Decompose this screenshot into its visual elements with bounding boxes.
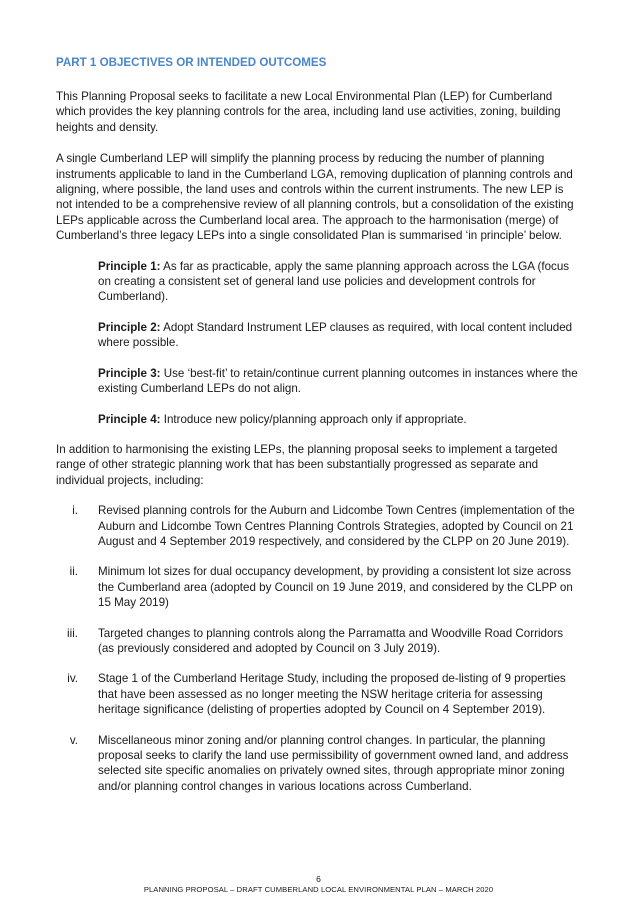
principle-text: Use ‘best-fit’ to retain/continue current planning outcomes in instances where the existing Cumberland LEPs do not align. [98,366,578,396]
principle-item [98,259,582,305]
additional-paragraph: In addition to harmonising the existing LEPs, the planning proposal seeks to implement a targeted range of other strategic planning work that has been substantially progressed as separate and individual projects, including: [56,442,558,487]
list-numeral: i. [72,504,78,518]
principle-label: Principle 4: [98,412,161,426]
list-item-text: Miscellaneous minor zoning and/or planning control changes. In particular, the planning proposal seeks to clarify the land use permissibility of government owned land, and address selected site specific anomalies on privately owned sites, through appropriate minor zoning and/or planning control changes in various locations across Cumberland. [98,733,569,793]
intro-paragraph: This Planning Proposal seeks to facilitate a new Local Environmental Plan (LEP) for Cumberland which provides the key planning controls for the area, including land use activities, zoning, building heights and density. [56,90,561,134]
principle-text: As far as practicable, apply the same planning approach across the LGA (focus on creating a consistent set of general land use policies and development controls for Cumberland). [98,259,570,304]
list-item-text: Minimum lot sizes for dual occupancy development, by providing a consistent lot size across the Cumberland area (adopted by Council on 19 June 2019, and considered by the CLPP on 15 May 2019) [98,565,573,610]
principle-text: Adopt Standard Instrument LEP clauses as required, with local content included where possible. [98,320,573,350]
principle-item [98,412,582,427]
list-item-text: Stage 1 of the Cumberland Heritage Study, including the proposed de-listing of 9 properties that have been assessed as no longer meeting the NSW heritage criteria for assessing heritage significance (delisting of properties adopted by Council on 4 September 2019). [98,672,566,717]
list-item [56,503,582,549]
list-item-text: Revised planning controls for the Auburn and Lidcombe Town Centres (implementation of the Auburn and Lidcombe Town Centres Planning Controls Strategies, adopted by Council on 21 August and 4 September 2019 respectively, and considered by the CLPP on 20 June 2019). [98,504,575,548]
list-numeral: ii. [69,565,78,579]
principles-list [98,259,582,427]
list-item-text: Targeted changes to planning controls along the Parramatta and Woodville Road Corridors (as previously considered and adopted by Council on 3 July 2019). [98,626,564,655]
list-item [56,626,582,657]
principle-item [98,366,582,397]
list-numeral: iv. [67,672,78,686]
principle-label: Principle 1: [98,259,161,273]
page-content [56,55,582,809]
list-numeral: iii. [67,626,78,640]
footer-title: PLANNING PROPOSAL – DRAFT CUMBERLAND LOCAL ENVIRONMENTAL PLAN – MARCH 2020 [143,885,494,894]
list-item [56,564,582,610]
list-item [56,671,582,717]
principle-item [98,320,582,351]
page-number: 6 [316,874,321,884]
single-lep-paragraph: A single Cumberland LEP will simplify the planning process by reducing the number of planning instruments applicable to land in the Cumberland LGA, removing duplication of planning controls and aligning, where possible, the land uses and controls within the current instruments. The new LEP is not intended to be a comprehensive review of all planning controls, but a consolidation of the existing LEPs applicable across the Cumberland local area. The approach to the harmonisation (merge) of Cumberland’s three legacy LEPs into a single consolidated Plan is summarised ‘in principle’ below. [56,152,574,243]
principle-label: Principle 2: [98,320,161,334]
projects-list [56,503,582,794]
list-numeral: v. [69,733,78,747]
principle-text: Introduce new policy/planning approach only if appropriate. [163,412,467,426]
list-item [56,733,582,795]
section-heading: PART 1 OBJECTIVES OR INTENDED OUTCOMES [56,56,327,69]
principle-label: Principle 3: [98,366,161,380]
